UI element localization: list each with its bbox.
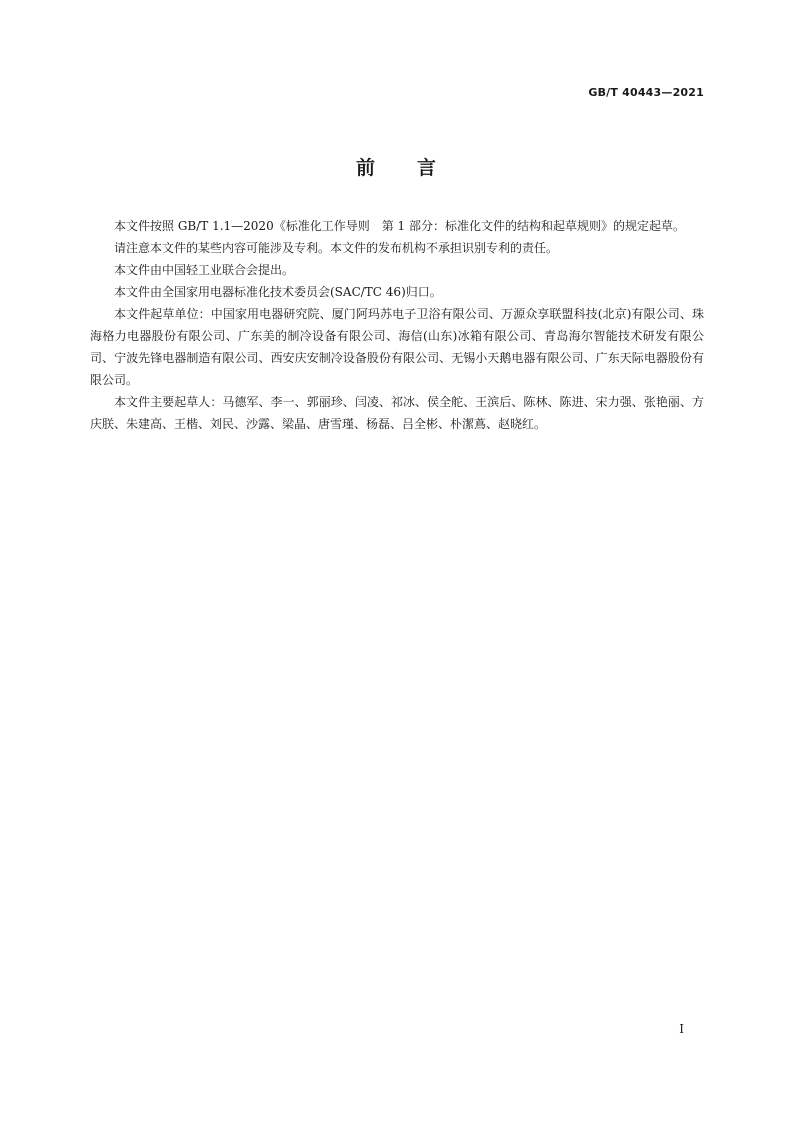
page-number: I <box>679 1022 684 1036</box>
foreword-body <box>90 215 704 435</box>
paragraph-main-drafters: 本文件主要起草人：马德军、李一、郭丽珍、闫凌、祁冰、侯全舵、王滨后、陈林、陈进、宋力强、张艳丽、方庆朕、朱建高、王楷、刘民、沙露、梁晶、唐雪瑾、杨磊、吕全彬、朴潔蔦、赵晓红。 <box>90 395 704 431</box>
paragraph-proposer: 本文件由中国轻工业联合会提出。 <box>114 263 295 277</box>
standard-number: GB/T 40443—2021 <box>588 86 704 99</box>
paragraph-patent-notice: 请注意本文件的某些内容可能涉及专利。本文件的发布机构不承担识别专利的责任。 <box>114 241 559 255</box>
title-char-2: 言 <box>417 157 439 179</box>
paragraph-drafting-units: 本文件起草单位：中国家用电器研究院、厦门阿玛苏电子卫浴有限公司、万源众享联盟科技(北京)有限公司、珠海格力电器股份有限公司、广东美的制冷设备有限公司、海信(山东)冰箱有限公司、青岛海尔智能技术研发有限公司、宁波先锋电器制造有限公司、西安庆安制冷设备股份有限公司、无锡小天鹅电器有限公司、广东天际电器股份有限公司。 <box>90 307 704 387</box>
paragraph-technical-committee: 本文件由全国家用电器标准化技术委员会(SAC/TC 46)归口。 <box>114 285 442 299</box>
title-char-1: 前 <box>355 157 377 179</box>
paragraph-drafting-basis: 本文件按照 GB/T 1.1—2020《标准化工作导则 第 1 部分：标准化文件的结构和起草规则》的规定起草。 <box>114 219 685 233</box>
page-title <box>0 153 794 180</box>
